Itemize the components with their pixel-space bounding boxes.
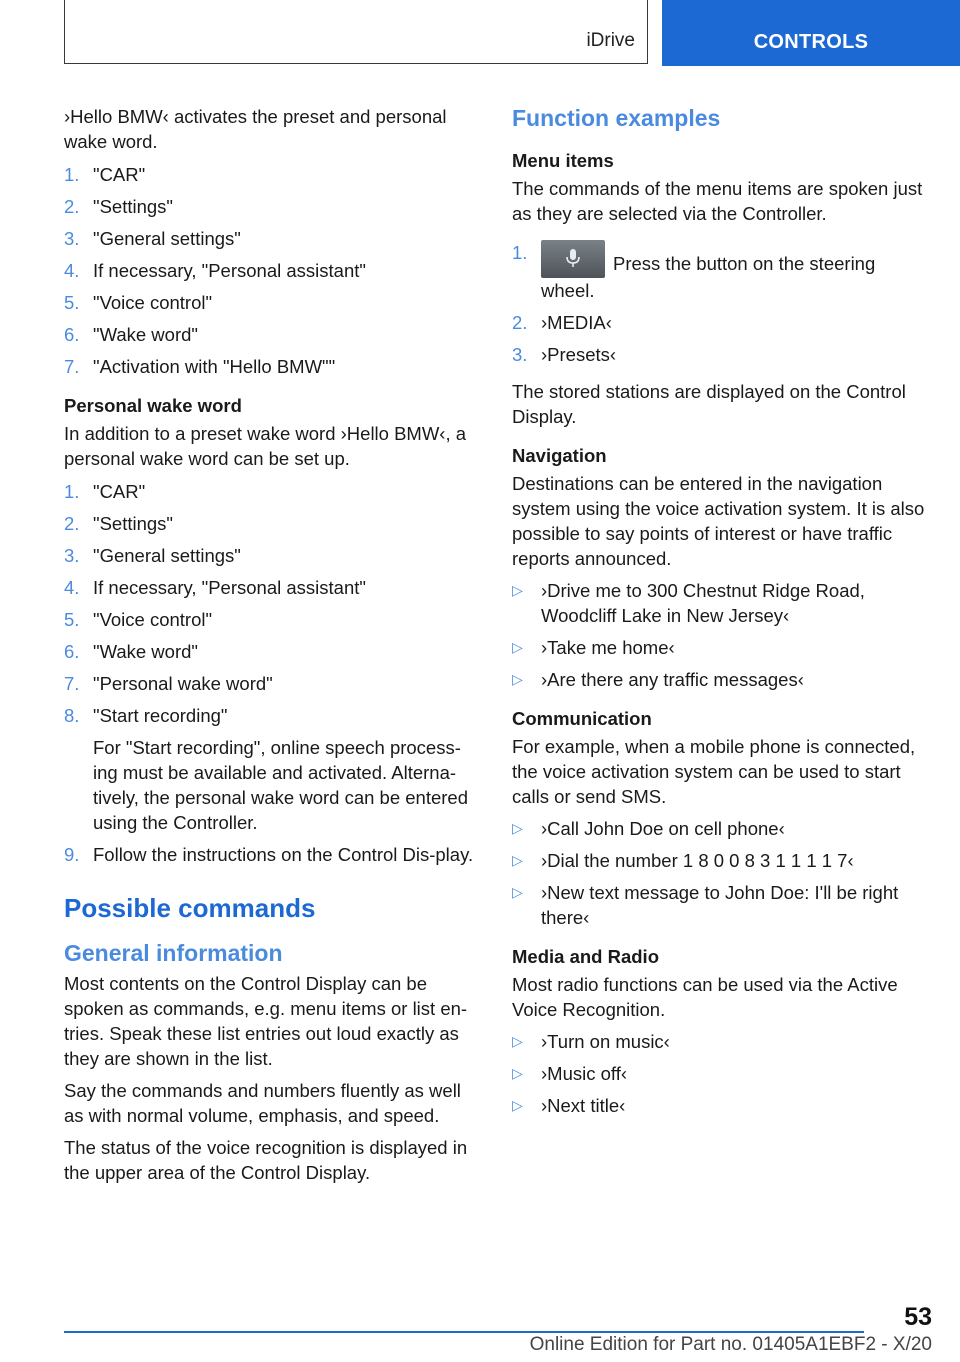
triangle-bullet-icon: ▷ <box>512 639 523 655</box>
step-number: 4. <box>64 577 80 598</box>
menu-steps-list <box>512 240 932 367</box>
step-text: "Settings" <box>93 513 173 534</box>
navigation-examples-list <box>512 578 932 692</box>
step-body <box>93 842 482 867</box>
step-text: "Start recording" <box>93 705 228 726</box>
step-number: 7. <box>64 356 80 377</box>
bullet-text: ›Next title‹ <box>541 1095 626 1116</box>
step-body <box>93 354 482 379</box>
step-text: "General settings" <box>93 228 241 249</box>
step-body <box>93 226 482 251</box>
step-number: 8. <box>64 705 80 726</box>
triangle-bullet-icon: ▷ <box>512 1065 523 1081</box>
list-item <box>512 342 932 367</box>
personal-wake-word-text: In addition to a preset wake word ›Hello BMW‹, a personal wake word can be set up. <box>64 423 467 469</box>
triangle-bullet-icon: ▷ <box>512 852 523 868</box>
bullet-text: ›Music off‹ <box>541 1063 628 1084</box>
triangle-bullet-icon: ▷ <box>512 1097 523 1113</box>
step-number: 2. <box>512 312 528 333</box>
list-item <box>64 290 482 315</box>
bullet-text: ›New text message to John Doe: I'll be right there‹ <box>541 882 899 928</box>
function-examples-heading: Function examples <box>512 105 721 131</box>
list-item <box>512 1093 932 1118</box>
list-item <box>64 479 482 504</box>
activation-steps-list <box>64 162 482 379</box>
menu-items-heading: Menu items <box>512 150 614 171</box>
step-text: "Settings" <box>93 196 173 217</box>
step-text: Follow the instructions on the Control Dis-play. <box>93 844 474 865</box>
triangle-bullet-icon: ▷ <box>512 671 523 687</box>
general-paragraph-2: Say the commands and numbers fluently as well as with normal volume, emphasis, and speed. <box>64 1080 461 1126</box>
media-radio-text: Most radio functions can be used via the Active Voice Recognition. <box>512 974 898 1020</box>
list-item <box>64 575 482 600</box>
step-text: "CAR" <box>93 481 146 502</box>
left-column <box>64 104 482 1192</box>
step-text: "Voice control" <box>93 609 213 630</box>
step-number: 7. <box>64 673 80 694</box>
personal-wake-word-steps-list <box>64 479 482 867</box>
step-body <box>93 671 482 696</box>
step-body <box>93 194 482 219</box>
list-item <box>64 511 482 536</box>
step-text: "CAR" <box>93 164 146 185</box>
step-text: "Wake word" <box>93 324 198 345</box>
list-item <box>64 322 482 347</box>
step-text: ›MEDIA‹ <box>541 312 612 333</box>
bullet-text: ›Are there any traffic messages‹ <box>541 669 804 690</box>
media-examples-list <box>512 1029 932 1118</box>
list-item <box>64 226 482 251</box>
step-number: 3. <box>64 228 80 249</box>
navigation-heading: Navigation <box>512 445 607 466</box>
step-number: 1. <box>64 164 80 185</box>
menu-items-after-text: The stored stations are displayed on the Control Display. <box>512 381 906 427</box>
list-item <box>64 162 482 187</box>
step-body <box>93 543 482 568</box>
list-item <box>512 667 932 692</box>
list-item <box>512 880 932 930</box>
step-number: 4. <box>64 260 80 281</box>
step-number: 9. <box>64 844 80 865</box>
list-item <box>512 578 932 628</box>
step-text: "Wake word" <box>93 641 198 662</box>
step-body <box>93 290 482 315</box>
list-item <box>64 543 482 568</box>
step-number: 2. <box>64 196 80 217</box>
general-information-heading: General information <box>64 940 283 966</box>
header-section-box <box>64 0 648 64</box>
list-item <box>64 607 482 632</box>
right-column <box>512 104 932 1130</box>
list-item <box>64 194 482 219</box>
bullet-text: ›Take me home‹ <box>541 637 675 658</box>
step-text: "Activation with "Hello BMW"" <box>93 356 336 377</box>
list-item <box>64 842 482 867</box>
list-item <box>512 816 932 841</box>
microphone-icon <box>541 240 605 278</box>
step-body <box>93 258 482 283</box>
step-number: 5. <box>64 609 80 630</box>
step-text: ›Presets‹ <box>541 344 617 365</box>
step-note: For "Start recording", online speech process-ing must be available and activated. Alterna-tively, the personal wake word can be entered using the Controller. <box>93 737 469 833</box>
step-text: If necessary, "Personal assistant" <box>93 260 366 281</box>
step-number: 6. <box>64 641 80 662</box>
triangle-bullet-icon: ▷ <box>512 582 523 598</box>
navigation-text: Destinations can be entered in the navigation system using the voice activation system. It is also possible to say points of interest or have traffic reports announced. <box>512 473 925 569</box>
communication-heading: Communication <box>512 708 652 729</box>
step-body <box>93 607 482 632</box>
list-item <box>64 258 482 283</box>
step-text: If necessary, "Personal assistant" <box>93 577 366 598</box>
step-number: 1. <box>512 242 528 263</box>
media-radio-heading: Media and Radio <box>512 946 659 967</box>
step-body <box>93 479 482 504</box>
general-paragraph-1: Most contents on the Control Display can be spoken as commands, e.g. menu items or list en-tries. Speak these list entries out loud exactly as they are shown in the list. <box>64 973 468 1069</box>
step-body <box>93 511 482 536</box>
step-text: "Personal wake word" <box>93 673 273 694</box>
step-number: 5. <box>64 292 80 313</box>
footer-divider <box>64 1331 864 1333</box>
bullet-text: ›Dial the number 1 8 0 0 8 3 1 1 1 1 7‹ <box>541 850 854 871</box>
list-item <box>64 671 482 696</box>
page-number: 53 <box>904 1303 932 1331</box>
step-text: "Voice control" <box>93 292 213 313</box>
triangle-bullet-icon: ▷ <box>512 884 523 900</box>
list-item <box>512 1029 932 1054</box>
step-body <box>93 703 482 835</box>
list-item <box>512 848 932 873</box>
step-text: Press the button on the steering wheel. <box>541 253 876 301</box>
general-paragraph-3: The status of the voice recognition is displayed in the upper area of the Control Display. <box>64 1137 468 1183</box>
list-item <box>512 310 932 335</box>
personal-wake-word-heading: Personal wake word <box>64 395 242 416</box>
step-body <box>93 162 482 187</box>
communication-text: For example, when a mobile phone is connected, the voice activation system can be used to start calls or send SMS. <box>512 736 916 807</box>
bullet-text: ›Drive me to 300 Chestnut Ridge Road, Woodcliff Lake in New Jersey‹ <box>541 580 865 626</box>
step-number: 6. <box>64 324 80 345</box>
menu-items-text: The commands of the menu items are spoken just as they are selected via the Controller. <box>512 178 923 224</box>
step-body <box>93 639 482 664</box>
triangle-bullet-icon: ▷ <box>512 820 523 836</box>
list-item <box>64 639 482 664</box>
list-item <box>512 635 932 660</box>
communication-examples-list <box>512 816 932 930</box>
list-item <box>64 703 482 835</box>
list-item <box>512 240 932 303</box>
intro-paragraph: ›Hello BMW‹ activates the preset and personal wake word. <box>64 106 447 152</box>
step-body <box>541 342 932 367</box>
bullet-text: ›Turn on music‹ <box>541 1031 670 1052</box>
step-body <box>93 322 482 347</box>
list-item <box>512 1061 932 1086</box>
triangle-bullet-icon: ▷ <box>512 1033 523 1049</box>
step-body <box>93 575 482 600</box>
footer-edition: Online Edition for Part no. 01405A1EBF2 - X/20 <box>529 1334 932 1355</box>
step-text: "General settings" <box>93 545 241 566</box>
step-number: 3. <box>512 344 528 365</box>
step-number: 2. <box>64 513 80 534</box>
step-number: 3. <box>64 545 80 566</box>
step-body <box>541 240 932 303</box>
header-section-title: iDrive <box>586 30 635 51</box>
step-body <box>541 310 932 335</box>
header-chapter-tab <box>662 0 960 66</box>
possible-commands-heading: Possible commands <box>64 893 316 923</box>
list-item <box>64 354 482 379</box>
header-chapter-title: CONTROLS <box>753 31 869 53</box>
bullet-text: ›Call John Doe on cell phone‹ <box>541 818 785 839</box>
step-number: 1. <box>64 481 80 502</box>
